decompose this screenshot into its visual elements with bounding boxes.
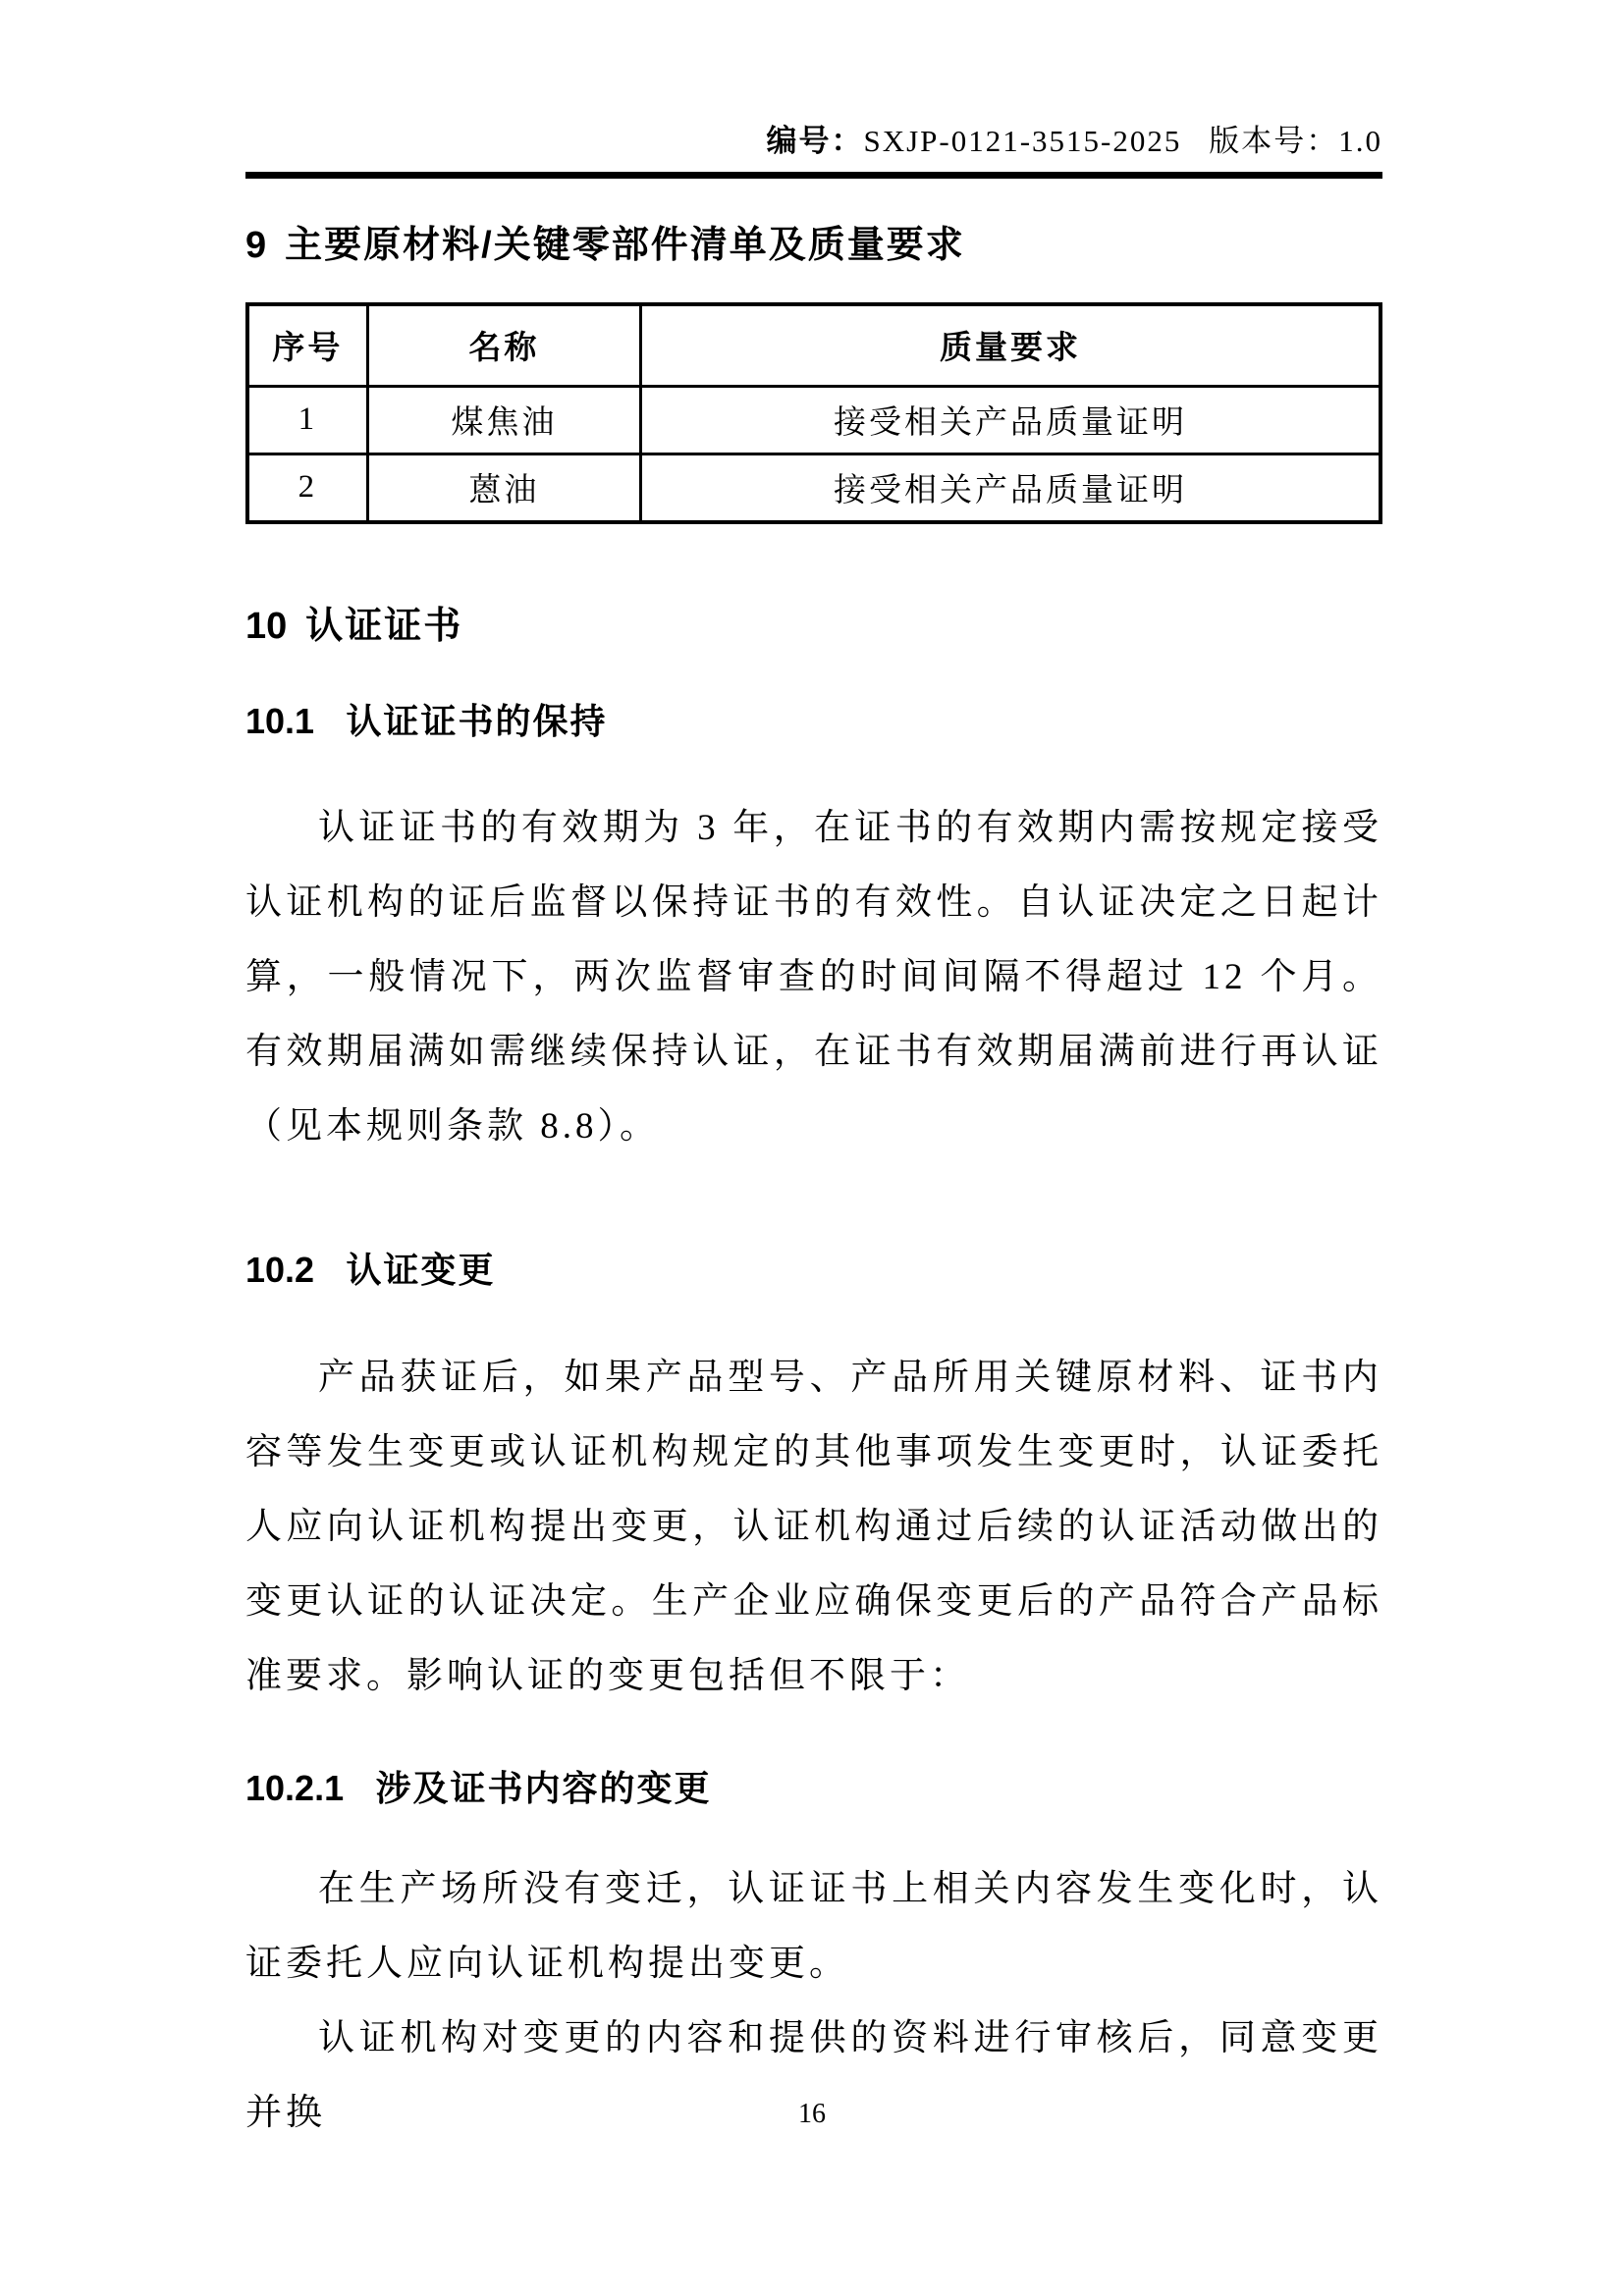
row-1-name: 煤焦油 (367, 386, 640, 454)
section-10-2-1-number: 10.2.1 (245, 1767, 345, 1808)
row-2-no: 2 (247, 454, 367, 522)
section-10-2-number: 10.2 (245, 1250, 315, 1291)
version-label: 版本号： (1209, 124, 1339, 158)
row-2-requirement: 接受相关产品质量证明 (640, 454, 1380, 522)
table-row (247, 454, 1380, 522)
version-value: 1.0 (1338, 124, 1382, 158)
section-10-1-heading (245, 700, 1382, 742)
row-1-requirement: 接受相关产品质量证明 (640, 386, 1380, 454)
section-10-2-paragraph: 产品获证后，如果产品型号、产品所用关键原材料、证书内容等发生变更或认证机构规定的其他事项发生变更时，认证委托人应向认证机构提出变更，认证机构通过后续的认证活动做出的变更认证的认证决定。生产企业应确保变更后的产品符合产品标准要求。影响认证的变更包括但不限于： (245, 1357, 1382, 1696)
section-9-title: 主要原材料/关键零部件清单及质量要求 (285, 225, 965, 266)
section-10-2-1-title: 涉及证书内容的变更 (375, 1767, 712, 1808)
doc-number-label: 编号： (766, 124, 864, 158)
section-10-number: 10 (245, 605, 288, 647)
table-header-requirement: 质量要求 (640, 304, 1380, 387)
section-10-2-1-heading (245, 1767, 1382, 1809)
section-10-1-title: 认证证书的保持 (346, 701, 608, 742)
section-10-2-1-paragraph-1: 在生产场所没有变迁，认证证书上相关内容发生变化时，认证委托人应向认证机构提出变更。 (245, 1868, 1382, 1984)
section-10-2-1-paragraph-2: 认证机构对变更的内容和提供的资料进行审核后，同意变更并换 (245, 2017, 1382, 2133)
table-row (247, 386, 1380, 454)
section-10-2-heading (245, 1249, 1382, 1291)
materials-table (245, 302, 1382, 524)
page-content (245, 0, 1382, 2151)
table-header-row (247, 304, 1380, 387)
page-number: 16 (798, 2099, 826, 2129)
row-2-name: 蒽油 (367, 454, 640, 522)
table-header-name: 名称 (367, 304, 640, 387)
section-10-heading (245, 605, 1382, 650)
header-divider-rule (245, 172, 1382, 179)
row-1-no: 1 (247, 386, 367, 454)
section-9-number: 9 (245, 225, 267, 266)
section-10-1-paragraph: 认证证书的有效期为 3 年，在证书的有效期内需按规定接受认证机构的证后监督以保持证书的有效性。自认证决定之日起计算，一般情况下，两次监督审查的时间间隔不得超过 12 个月。有效期届满如需继续保持认证，在证书有效期届满前进行再认证（见本规则条款 8.8）。 (245, 808, 1382, 1148)
section-10-2-title: 认证变更 (346, 1250, 496, 1291)
doc-number-value: SXJP-0121-3515-2025 (863, 124, 1182, 158)
table-header-no: 序号 (247, 304, 367, 387)
section-9-heading (245, 224, 1382, 269)
section-10-1-number: 10.1 (245, 701, 315, 742)
section-10-title: 认证证书 (305, 605, 463, 647)
document-header (245, 116, 1382, 160)
